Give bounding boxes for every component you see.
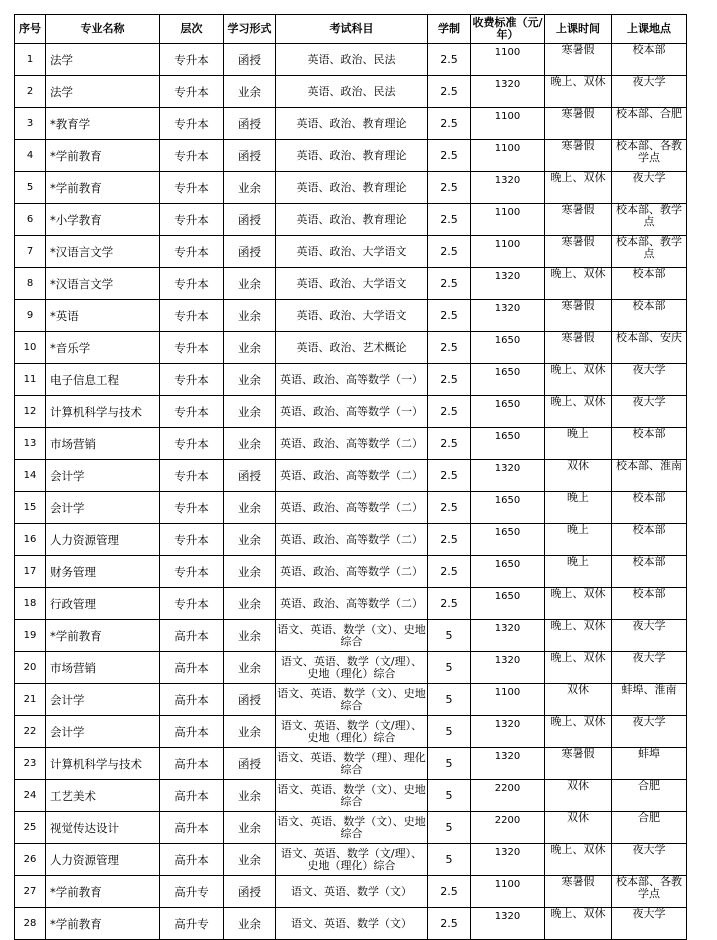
cell-major: *小学教育	[46, 204, 160, 236]
cell-idx: 13	[15, 428, 46, 460]
cell-years: 2.5	[428, 300, 471, 332]
cell-fee: 1650	[471, 332, 545, 364]
cell-form: 函授	[224, 876, 276, 908]
cell-form: 函授	[224, 140, 276, 172]
table-row	[15, 204, 687, 236]
cell-level: 专升本	[160, 140, 224, 172]
cell-form: 业余	[224, 492, 276, 524]
cell-major: *汉语言文学	[46, 236, 160, 268]
cell-place: 蚌埠、淮南	[612, 684, 687, 716]
cell-time: 晚上	[545, 492, 612, 524]
cell-time: 晚上、双休	[545, 76, 612, 108]
table-row	[15, 684, 687, 716]
cell-level: 专升本	[160, 300, 224, 332]
cell-form: 业余	[224, 428, 276, 460]
table-row	[15, 268, 687, 300]
cell-years: 5	[428, 652, 471, 684]
cell-idx: 12	[15, 396, 46, 428]
cell-idx: 4	[15, 140, 46, 172]
cell-idx: 23	[15, 748, 46, 780]
cell-fee: 1650	[471, 556, 545, 588]
cell-fee: 1320	[471, 716, 545, 748]
cell-time: 双休	[545, 812, 612, 844]
cell-time: 寒暑假	[545, 140, 612, 172]
cell-major: 财务管理	[46, 556, 160, 588]
cell-level: 高升本	[160, 652, 224, 684]
cell-idx: 5	[15, 172, 46, 204]
cell-exam: 英语、政治、大学语文	[276, 300, 428, 332]
cell-idx: 7	[15, 236, 46, 268]
cell-form: 函授	[224, 684, 276, 716]
cell-fee: 1650	[471, 396, 545, 428]
cell-fee: 1100	[471, 876, 545, 908]
cell-time: 晚上、双休	[545, 268, 612, 300]
cell-exam: 语文、英语、数学（文）	[276, 876, 428, 908]
cell-years: 2.5	[428, 172, 471, 204]
cell-fee: 1320	[471, 844, 545, 876]
cell-exam: 英语、政治、高等数学（一）	[276, 364, 428, 396]
cell-major: *英语	[46, 300, 160, 332]
cell-exam: 语文、英语、数学（文/理）、史地（理化）综合	[276, 844, 428, 876]
cell-form: 函授	[224, 44, 276, 76]
cell-time: 晚上	[545, 524, 612, 556]
cell-place: 合肥	[612, 780, 687, 812]
cell-time: 寒暑假	[545, 44, 612, 76]
cell-time: 寒暑假	[545, 332, 612, 364]
cell-major: 视觉传达设计	[46, 812, 160, 844]
cell-level: 高升专	[160, 908, 224, 940]
cell-years: 2.5	[428, 876, 471, 908]
table-row	[15, 44, 687, 76]
cell-place: 校本部、淮南	[612, 460, 687, 492]
cell-years: 2.5	[428, 108, 471, 140]
cell-idx: 8	[15, 268, 46, 300]
cell-level: 专升本	[160, 76, 224, 108]
table-row	[15, 428, 687, 460]
cell-idx: 16	[15, 524, 46, 556]
cell-years: 5	[428, 780, 471, 812]
cell-time: 寒暑假	[545, 236, 612, 268]
cell-major: 法学	[46, 76, 160, 108]
cell-exam: 语文、英语、数学（理）、理化综合	[276, 748, 428, 780]
cell-major: *音乐学	[46, 332, 160, 364]
cell-fee: 1100	[471, 684, 545, 716]
cell-idx: 9	[15, 300, 46, 332]
header-exam: 考试科目	[276, 15, 428, 44]
cell-place: 合肥	[612, 812, 687, 844]
table-row	[15, 748, 687, 780]
table-row	[15, 652, 687, 684]
cell-time: 晚上	[545, 428, 612, 460]
enrollment-table	[14, 14, 687, 940]
cell-time: 晚上、双休	[545, 172, 612, 204]
cell-place: 校本部、教学点	[612, 236, 687, 268]
table-row	[15, 300, 687, 332]
cell-major: 会计学	[46, 492, 160, 524]
cell-major: 电子信息工程	[46, 364, 160, 396]
cell-exam: 语文、英语、数学（文/理）、史地（理化）综合	[276, 716, 428, 748]
cell-place: 夜大学	[612, 396, 687, 428]
cell-years: 2.5	[428, 460, 471, 492]
cell-exam: 英语、政治、民法	[276, 76, 428, 108]
cell-years: 2.5	[428, 236, 471, 268]
cell-form: 业余	[224, 268, 276, 300]
cell-fee: 1320	[471, 172, 545, 204]
cell-time: 晚上、双休	[545, 844, 612, 876]
cell-time: 寒暑假	[545, 204, 612, 236]
table-row	[15, 620, 687, 652]
cell-time: 晚上、双休	[545, 652, 612, 684]
cell-idx: 3	[15, 108, 46, 140]
cell-major: 工艺美术	[46, 780, 160, 812]
cell-place: 校本部、合肥	[612, 108, 687, 140]
header-years: 学制	[428, 15, 471, 44]
cell-idx: 19	[15, 620, 46, 652]
cell-years: 2.5	[428, 908, 471, 940]
table-row	[15, 844, 687, 876]
cell-exam: 英语、政治、高等数学（二）	[276, 428, 428, 460]
cell-place: 夜大学	[612, 844, 687, 876]
cell-time: 双休	[545, 684, 612, 716]
cell-fee: 1320	[471, 748, 545, 780]
cell-time: 晚上、双休	[545, 364, 612, 396]
cell-fee: 1320	[471, 268, 545, 300]
cell-years: 2.5	[428, 204, 471, 236]
cell-exam: 英语、政治、大学语文	[276, 268, 428, 300]
cell-exam: 英语、政治、艺术概论	[276, 332, 428, 364]
cell-time: 寒暑假	[545, 108, 612, 140]
cell-major: *学前教育	[46, 876, 160, 908]
cell-time: 双休	[545, 780, 612, 812]
cell-place: 校本部、各教学点	[612, 140, 687, 172]
cell-years: 2.5	[428, 364, 471, 396]
cell-time: 晚上、双休	[545, 588, 612, 620]
cell-exam: 英语、政治、高等数学（二）	[276, 556, 428, 588]
cell-place: 校本部	[612, 300, 687, 332]
cell-years: 5	[428, 684, 471, 716]
cell-major: *学前教育	[46, 620, 160, 652]
cell-major: 法学	[46, 44, 160, 76]
cell-exam: 英语、政治、教育理论	[276, 172, 428, 204]
cell-exam: 语文、英语、数学（文/理）、史地（理化）综合	[276, 652, 428, 684]
cell-form: 业余	[224, 556, 276, 588]
cell-idx: 22	[15, 716, 46, 748]
cell-form: 业余	[224, 172, 276, 204]
cell-form: 函授	[224, 236, 276, 268]
cell-idx: 2	[15, 76, 46, 108]
cell-level: 高升本	[160, 716, 224, 748]
cell-exam: 语文、英语、数学（文）、史地综合	[276, 780, 428, 812]
cell-level: 专升本	[160, 236, 224, 268]
cell-place: 校本部、各教学点	[612, 876, 687, 908]
cell-major: 计算机科学与技术	[46, 396, 160, 428]
cell-form: 函授	[224, 460, 276, 492]
cell-level: 高升本	[160, 748, 224, 780]
cell-level: 专升本	[160, 44, 224, 76]
cell-form: 业余	[224, 908, 276, 940]
cell-years: 5	[428, 716, 471, 748]
cell-major: *教育学	[46, 108, 160, 140]
cell-years: 2.5	[428, 44, 471, 76]
cell-place: 校本部、安庆	[612, 332, 687, 364]
cell-level: 专升本	[160, 428, 224, 460]
cell-level: 专升本	[160, 524, 224, 556]
cell-idx: 17	[15, 556, 46, 588]
cell-years: 5	[428, 812, 471, 844]
cell-time: 寒暑假	[545, 876, 612, 908]
cell-exam: 语文、英语、数学（文）、史地综合	[276, 620, 428, 652]
cell-form: 业余	[224, 780, 276, 812]
cell-fee: 1650	[471, 492, 545, 524]
cell-major: 会计学	[46, 716, 160, 748]
cell-level: 专升本	[160, 172, 224, 204]
cell-years: 2.5	[428, 492, 471, 524]
cell-major: 市场营销	[46, 428, 160, 460]
cell-fee: 1320	[471, 76, 545, 108]
cell-years: 2.5	[428, 76, 471, 108]
cell-years: 2.5	[428, 396, 471, 428]
cell-fee: 1320	[471, 908, 545, 940]
cell-major: 行政管理	[46, 588, 160, 620]
cell-form: 业余	[224, 620, 276, 652]
table-row	[15, 460, 687, 492]
cell-idx: 21	[15, 684, 46, 716]
cell-time: 晚上、双休	[545, 620, 612, 652]
table-row	[15, 492, 687, 524]
cell-years: 2.5	[428, 268, 471, 300]
cell-exam: 英语、政治、民法	[276, 44, 428, 76]
cell-idx: 1	[15, 44, 46, 76]
cell-years: 5	[428, 844, 471, 876]
cell-time: 晚上、双休	[545, 908, 612, 940]
cell-time: 寒暑假	[545, 300, 612, 332]
cell-idx: 11	[15, 364, 46, 396]
cell-place: 校本部	[612, 588, 687, 620]
cell-major: *学前教育	[46, 172, 160, 204]
cell-idx: 14	[15, 460, 46, 492]
cell-place: 校本部	[612, 524, 687, 556]
cell-level: 专升本	[160, 556, 224, 588]
cell-idx: 18	[15, 588, 46, 620]
cell-idx: 28	[15, 908, 46, 940]
table-row	[15, 236, 687, 268]
cell-place: 校本部	[612, 44, 687, 76]
cell-years: 5	[428, 620, 471, 652]
cell-place: 夜大学	[612, 908, 687, 940]
cell-level: 专升本	[160, 492, 224, 524]
table-row	[15, 396, 687, 428]
cell-exam: 语文、英语、数学（文）、史地综合	[276, 684, 428, 716]
cell-major: 人力资源管理	[46, 524, 160, 556]
cell-level: 高升本	[160, 780, 224, 812]
header-idx: 序号	[15, 15, 46, 44]
cell-form: 业余	[224, 332, 276, 364]
table-row	[15, 332, 687, 364]
cell-fee: 1320	[471, 620, 545, 652]
cell-fee: 1650	[471, 428, 545, 460]
table-row	[15, 524, 687, 556]
cell-major: *汉语言文学	[46, 268, 160, 300]
cell-exam: 英语、政治、高等数学（二）	[276, 524, 428, 556]
cell-level: 专升本	[160, 332, 224, 364]
cell-fee: 2200	[471, 780, 545, 812]
cell-idx: 27	[15, 876, 46, 908]
cell-idx: 15	[15, 492, 46, 524]
cell-idx: 26	[15, 844, 46, 876]
cell-form: 函授	[224, 748, 276, 780]
cell-fee: 2200	[471, 812, 545, 844]
cell-exam: 语文、英语、数学（文）	[276, 908, 428, 940]
cell-major: 计算机科学与技术	[46, 748, 160, 780]
cell-level: 专升本	[160, 396, 224, 428]
cell-fee: 1100	[471, 236, 545, 268]
cell-major: 人力资源管理	[46, 844, 160, 876]
cell-years: 2.5	[428, 140, 471, 172]
table-row	[15, 780, 687, 812]
cell-years: 2.5	[428, 556, 471, 588]
cell-form: 业余	[224, 812, 276, 844]
cell-place: 校本部	[612, 428, 687, 460]
cell-place: 蚌埠	[612, 748, 687, 780]
cell-idx: 24	[15, 780, 46, 812]
cell-place: 校本部	[612, 556, 687, 588]
cell-level: 专升本	[160, 364, 224, 396]
cell-fee: 1650	[471, 588, 545, 620]
cell-place: 夜大学	[612, 172, 687, 204]
cell-level: 专升本	[160, 108, 224, 140]
cell-years: 2.5	[428, 428, 471, 460]
cell-level: 高升本	[160, 844, 224, 876]
cell-time: 晚上	[545, 556, 612, 588]
cell-fee: 1100	[471, 140, 545, 172]
cell-form: 业余	[224, 76, 276, 108]
cell-major: 会计学	[46, 460, 160, 492]
cell-place: 夜大学	[612, 620, 687, 652]
cell-place: 校本部	[612, 492, 687, 524]
cell-time: 双休	[545, 460, 612, 492]
cell-place: 校本部、教学点	[612, 204, 687, 236]
cell-form: 函授	[224, 108, 276, 140]
cell-exam: 英语、政治、高等数学（二）	[276, 588, 428, 620]
cell-fee: 1320	[471, 460, 545, 492]
cell-form: 业余	[224, 524, 276, 556]
table-row	[15, 716, 687, 748]
table-row	[15, 140, 687, 172]
cell-level: 高升本	[160, 620, 224, 652]
cell-time: 晚上、双休	[545, 396, 612, 428]
cell-years: 2.5	[428, 524, 471, 556]
cell-form: 业余	[224, 396, 276, 428]
table-row	[15, 76, 687, 108]
header-major: 专业名称	[46, 15, 160, 44]
cell-exam: 语文、英语、数学（文）、史地综合	[276, 812, 428, 844]
table-row	[15, 588, 687, 620]
cell-fee: 1650	[471, 524, 545, 556]
table-row	[15, 812, 687, 844]
cell-idx: 10	[15, 332, 46, 364]
cell-form: 业余	[224, 652, 276, 684]
cell-years: 2.5	[428, 588, 471, 620]
cell-fee: 1650	[471, 364, 545, 396]
cell-major: 市场营销	[46, 652, 160, 684]
table-row	[15, 172, 687, 204]
cell-fee: 1100	[471, 44, 545, 76]
header-level: 层次	[160, 15, 224, 44]
table-header-row	[15, 15, 687, 44]
cell-level: 专升本	[160, 268, 224, 300]
cell-major: *学前教育	[46, 908, 160, 940]
cell-idx: 25	[15, 812, 46, 844]
cell-place: 夜大学	[612, 652, 687, 684]
cell-fee: 1100	[471, 108, 545, 140]
cell-form: 业余	[224, 588, 276, 620]
cell-level: 专升本	[160, 588, 224, 620]
table-body	[15, 44, 687, 940]
cell-years: 2.5	[428, 332, 471, 364]
table-row	[15, 364, 687, 396]
cell-exam: 英语、政治、教育理论	[276, 204, 428, 236]
cell-place: 夜大学	[612, 716, 687, 748]
table-row	[15, 876, 687, 908]
cell-level: 高升本	[160, 812, 224, 844]
cell-exam: 英语、政治、高等数学（二）	[276, 492, 428, 524]
table-row	[15, 556, 687, 588]
cell-time: 寒暑假	[545, 748, 612, 780]
cell-form: 业余	[224, 844, 276, 876]
header-time: 上课时间	[545, 15, 612, 44]
cell-idx: 20	[15, 652, 46, 684]
cell-exam: 英语、政治、教育理论	[276, 108, 428, 140]
cell-major: 会计学	[46, 684, 160, 716]
cell-time: 晚上、双休	[545, 716, 612, 748]
cell-exam: 英语、政治、高等数学（一）	[276, 396, 428, 428]
cell-exam: 英语、政治、高等数学（二）	[276, 460, 428, 492]
cell-years: 5	[428, 748, 471, 780]
cell-major: *学前教育	[46, 140, 160, 172]
cell-form: 业余	[224, 364, 276, 396]
cell-form: 函授	[224, 204, 276, 236]
cell-level: 专升本	[160, 460, 224, 492]
cell-place: 校本部	[612, 268, 687, 300]
table-row	[15, 108, 687, 140]
cell-idx: 6	[15, 204, 46, 236]
cell-exam: 英语、政治、教育理论	[276, 140, 428, 172]
cell-level: 高升本	[160, 684, 224, 716]
header-form: 学习形式	[224, 15, 276, 44]
cell-form: 业余	[224, 716, 276, 748]
cell-exam: 英语、政治、大学语文	[276, 236, 428, 268]
table-row	[15, 908, 687, 940]
cell-fee: 1100	[471, 204, 545, 236]
header-place: 上课地点	[612, 15, 687, 44]
cell-form: 业余	[224, 300, 276, 332]
cell-level: 高升专	[160, 876, 224, 908]
cell-fee: 1320	[471, 652, 545, 684]
cell-place: 夜大学	[612, 76, 687, 108]
cell-place: 夜大学	[612, 364, 687, 396]
header-fee: 收费标准（元/年）	[471, 15, 545, 44]
cell-level: 专升本	[160, 204, 224, 236]
cell-fee: 1320	[471, 300, 545, 332]
